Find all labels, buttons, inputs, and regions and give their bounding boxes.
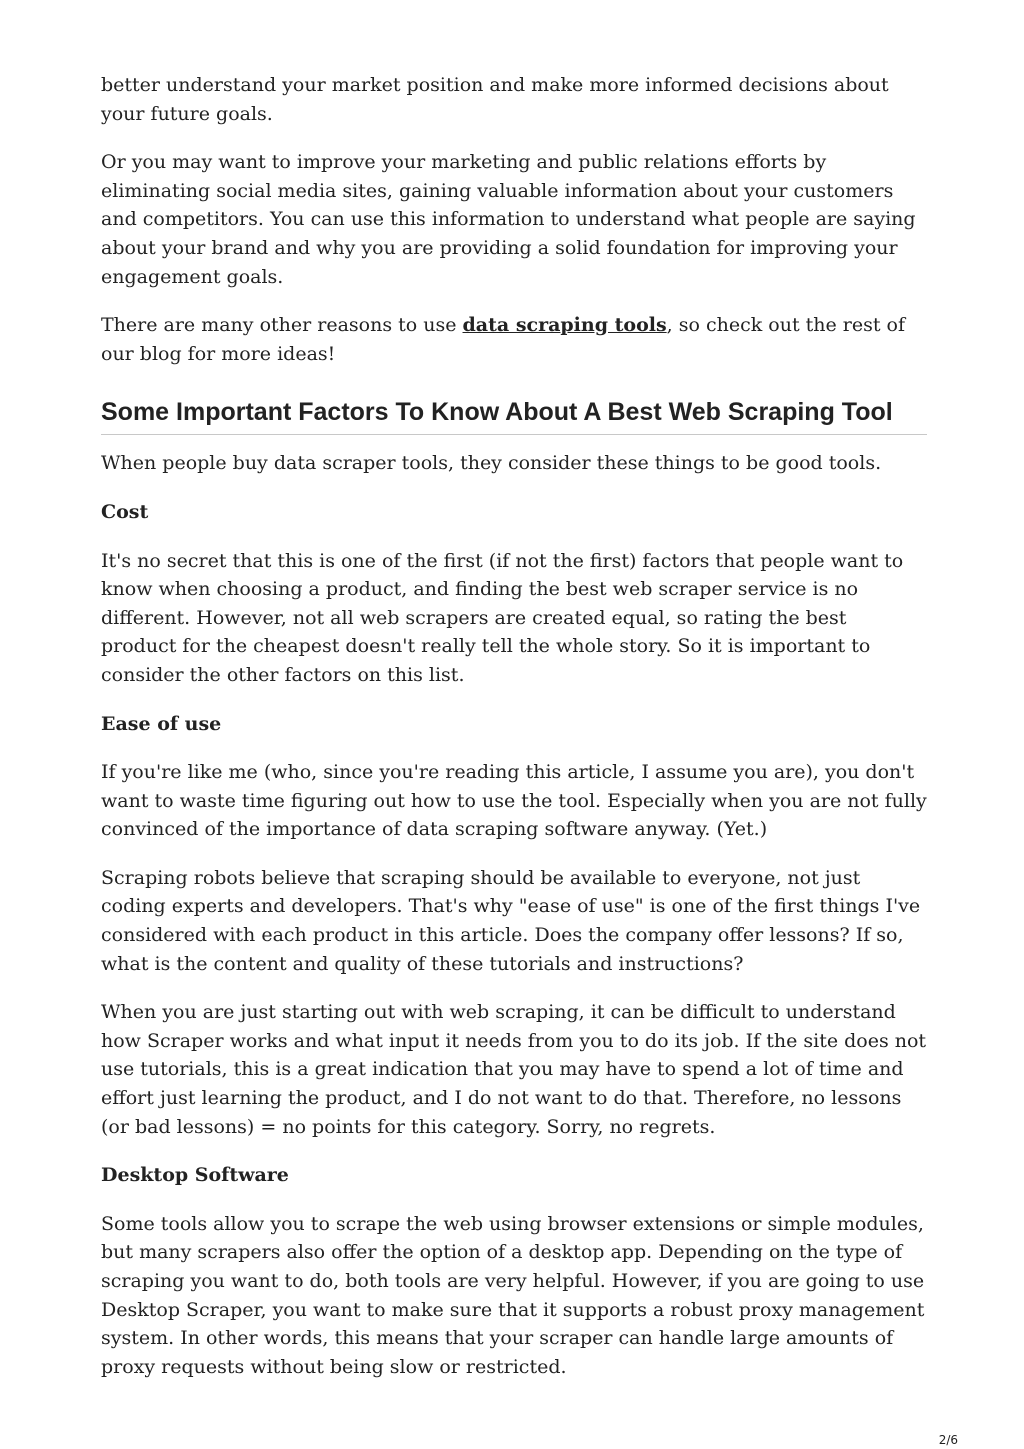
ease-paragraph-3: When you are just starting out with web scraping, it can be difficult to understand how Scraper works and what input it needs from you to do its job. If the site does not use tutorials, this is a great indication that you may have to spend a lot of time and effort just learning the product, and I do not want to do that. Therefore, no lessons (or bad lessons) = no points for this category. Sorry, no regrets. [101,1001,927,1138]
cost-heading: Cost [101,500,149,523]
section-lead: When people buy data scraper tools, they consider these things to be good tools. [101,452,882,475]
data-scraping-tools-link[interactable]: data scraping tools [462,314,667,337]
section-heading: Some Important Factors To Know About A Best Web Scraping Tool [101,396,927,435]
intro-paragraph-2: Or you may want to improve your marketing and public relations efforts by eliminating social media sites, gaining valuable information about your customers and competitors. You can use this information to understand what people are saying about your brand and why you are providing a solid foundation for improving your engagement goals. [101,151,916,288]
article-body [101,71,927,1401]
intro-paragraph-1: better understand your market position and make more informed decisions about your future goals. [101,74,889,125]
intro-paragraph-3-before: There are many other reasons to use [101,314,463,337]
ease-of-use-heading: Ease of use [101,712,222,735]
ease-paragraph-2: Scraping robots believe that scraping should be available to everyone, not just coding experts and developers. That's why "ease of use" is one of the first things I've considered with each product in this article. Does the company offer lessons? If so, what is the content and quality of these tutorials and instructions? [101,866,921,975]
desktop-paragraph: Some tools allow you to scrape the web using browser extensions or simple modules, but many scrapers also offer the option of a desktop app. Depending on the type of scraping you want to do, both tools are very helpful. However, if you are going to use Desktop Scraper, you want to make sure that it supports a robust proxy management system. In other words, this means that your scraper can handle large amounts of proxy requests without being slow or restricted. [101,1212,925,1378]
intro-paragraph-3-after: , so check out the rest of our blog for more ideas! [101,314,906,365]
intro-paragraph-3 [101,311,927,368]
cost-paragraph: It's no secret that this is one of the first (if not the first) factors that people want to know when choosing a product, and finding the best web scraper service is no different. However, not all web scrapers are created equal, so rating the best product for the cheapest doesn't really tell the whole story. So it is important to consider the other factors on this list. [101,549,904,686]
ease-paragraph-1: If you're like me (who, since you're reading this article, I assume you are), you don't want to waste time figuring out how to use the tool. Especially when you are not fully convinced of the importance of data scraping software anyway. (Yet.) [101,761,927,841]
page-number: 2/6 [938,1433,958,1447]
desktop-software-heading: Desktop Software [101,1164,289,1187]
